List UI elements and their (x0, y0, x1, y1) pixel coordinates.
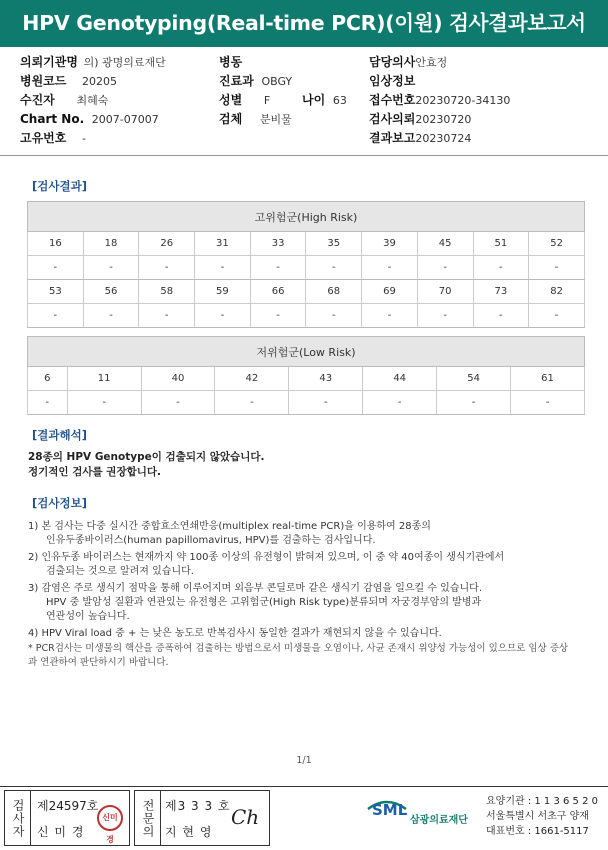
info-row (20, 111, 159, 128)
note-line: HPV 중 발암성 질환과 연관있는 유전형은 고위험군(High Risk type)분류되며 자궁경부암의 발병과 (46, 597, 482, 608)
genotype-cell: 59 (195, 280, 251, 304)
genotype-cell: 33 (250, 232, 306, 256)
info-label: 검체 (219, 112, 243, 126)
genotype-result-cell: - (28, 391, 68, 415)
genotype-result-cell: - (437, 391, 511, 415)
note-line: 3) 감염은 주로 생식기 점막을 통해 이루어지며 외음부 콘딜로마 같은 생식기 감염을 일으킬 수 있습니다. (28, 583, 483, 594)
genotype-cell: 6 (28, 367, 68, 391)
info-row (369, 54, 447, 71)
org-line: 요양기관 : 1 1 3 6 5 2 0 (486, 796, 598, 807)
low-risk-results-row (28, 391, 585, 415)
genotype-cell: 31 (195, 232, 251, 256)
genotype-result-cell: - (83, 304, 139, 328)
test-info-section-title: [검사정보] (32, 496, 87, 510)
genotype-cell: 40 (141, 367, 215, 391)
note-line: 연관성이 높습니다. (46, 611, 130, 622)
genotype-cell: 42 (215, 367, 289, 391)
genotype-result-cell: - (195, 304, 251, 328)
genotype-result-cell: - (362, 256, 418, 280)
genotype-cell: 18 (83, 232, 139, 256)
divider (0, 155, 608, 156)
info-value: OBGY (261, 75, 293, 88)
info-value: 의) 광명의료재단 (83, 56, 166, 69)
org-line: 대표번호 : 1661-5117 (486, 826, 589, 837)
genotype-cell: 52 (529, 232, 585, 256)
genotype-result-cell: - (250, 304, 306, 328)
genotype-result-cell: - (417, 256, 473, 280)
genotype-cell: 82 (529, 280, 585, 304)
genotype-cell: 39 (362, 232, 418, 256)
info-label: 수진자 (20, 93, 55, 107)
note-line: 2) 인유두종 바이러스는 현재까지 약 100종 이상의 유전형이 밝혀져 있으며, 이 중 약 40여종이 생식기관에서 (28, 552, 505, 563)
info-label: 나이 (302, 93, 326, 107)
info-row (369, 73, 415, 90)
info-row (219, 54, 242, 71)
genotype-result-cell: - (529, 304, 585, 328)
genotype-cell: 69 (362, 280, 418, 304)
info-label: 검사의뢰 (369, 112, 416, 126)
genotype-cell: 26 (139, 232, 195, 256)
info-row (219, 73, 292, 90)
genotype-cell: 68 (306, 280, 362, 304)
report-footer (0, 786, 608, 850)
info-value: 2007-07007 (91, 113, 159, 126)
info-row (369, 92, 510, 109)
org-line: 서울특별시 서초구 양재 (486, 811, 589, 822)
genotype-result-cell: - (83, 256, 139, 280)
info-value: - (82, 132, 87, 145)
note-line: 1) 본 검사는 다중 실시간 중합효소연쇄반응(multiplex real-time PCR)을 이용하여 28종의 (28, 521, 431, 532)
sml-logo (362, 795, 480, 835)
approver-license-no: 제3 3 3 호 (165, 799, 231, 813)
genotype-cell: 35 (306, 232, 362, 256)
org-info (486, 794, 598, 839)
genotype-result-cell: - (511, 391, 585, 415)
genotype-cell: 58 (139, 280, 195, 304)
note-line: 4) HPV Viral load 중 + 는 낮은 농도로 반복검사시 동일한 결과가 재현되지 않을 수 있습니다. (28, 628, 442, 639)
info-row (20, 130, 86, 147)
info-label: 접수번호 (369, 93, 416, 107)
genotype-result-cell: - (28, 304, 84, 328)
info-label: 고유번호 (20, 131, 67, 145)
info-value: 20230724 (415, 132, 472, 145)
note-line: 인유두종바이러스(human papillomavirus, HPV)를 검출하는 검사입니다. (46, 535, 376, 546)
genotype-result-cell: - (215, 391, 289, 415)
info-label: 담당의사 (369, 55, 416, 69)
genotype-result-cell: - (28, 256, 84, 280)
info-value: 20205 (82, 75, 118, 88)
logo-sml-text: SML (372, 801, 408, 819)
info-row (369, 130, 471, 147)
high-risk-title: 고위험군(High Risk) (28, 202, 585, 232)
genotype-result-cell: - (473, 256, 529, 280)
genotype-result-cell: - (362, 304, 418, 328)
info-row (20, 54, 166, 71)
genotype-cell: 45 (417, 232, 473, 256)
genotype-result-cell: - (306, 304, 362, 328)
low-risk-title: 저위험군(Low Risk) (28, 337, 585, 367)
low-risk-types-row (28, 367, 585, 391)
logo-org-name: 삼광의료재단 (410, 815, 468, 826)
genotype-result-cell: - (67, 391, 141, 415)
info-value: 최혜숙 (76, 94, 109, 107)
info-value: 안효정 (415, 56, 448, 69)
info-value: 20230720-34130 (415, 94, 511, 107)
genotype-result-cell: - (306, 256, 362, 280)
genotype-cell: 70 (417, 280, 473, 304)
genotype-cell: 16 (28, 232, 84, 256)
info-label: 임상정보 (369, 74, 416, 88)
genotype-cell: 11 (67, 367, 141, 391)
info-value: 20230720 (415, 113, 472, 126)
info-value: 63 (332, 94, 347, 107)
genotype-cell: 51 (473, 232, 529, 256)
interpretation-section-title: [결과해석] (32, 428, 87, 442)
info-value: F (263, 94, 271, 107)
info-value: 분비물 (259, 113, 292, 126)
info-label: 결과보고 (369, 131, 416, 145)
high-risk-types-row-1 (28, 232, 585, 256)
approver-label: 전문의 (135, 791, 161, 845)
info-label: 병원코드 (20, 74, 67, 88)
genotype-result-cell: - (417, 304, 473, 328)
test-info-notes (28, 520, 568, 644)
interpretation-line: 정기적인 검사를 권장합니다. (28, 466, 162, 478)
info-label: 의뢰기관명 (20, 55, 78, 69)
disclaimer-note: * PCR검사는 미생물의 핵산을 증폭하여 검출하는 방법으로서 미생물을 오염이나, 사균 존재시 위양성 가능성이 있으므로 임상 증상과 연관하여 판단하시기 바랍니다. (28, 643, 569, 668)
genotype-cell: 54 (437, 367, 511, 391)
tester-name: 신 미 경 (37, 825, 85, 839)
info-row (20, 73, 117, 90)
genotype-result-cell: - (473, 304, 529, 328)
high-risk-types-row-2 (28, 280, 585, 304)
genotype-cell: 44 (363, 367, 437, 391)
info-label: 성별 (219, 93, 243, 107)
info-row (219, 92, 270, 109)
info-label: 진료과 (219, 74, 254, 88)
genotype-cell: 61 (511, 367, 585, 391)
genotype-cell: 43 (289, 367, 363, 391)
info-row (219, 111, 292, 128)
genotype-result-cell: - (139, 304, 195, 328)
low-risk-table (27, 336, 585, 415)
genotype-result-cell: - (250, 256, 306, 280)
info-row (369, 111, 471, 128)
genotype-result-cell: - (289, 391, 363, 415)
report-title: HPV Genotyping(Real-time PCR)(이원) 검사결과보고서 (0, 0, 608, 47)
tester-license-no: 제24597호 (37, 799, 99, 813)
approver-signature: Ch (231, 805, 260, 829)
genotype-cell: 66 (250, 280, 306, 304)
genotype-result-cell: - (141, 391, 215, 415)
info-label: Chart No. (20, 112, 85, 126)
genotype-result-cell: - (139, 256, 195, 280)
page-number: 1/1 (296, 755, 312, 766)
genotype-result-cell: - (195, 256, 251, 280)
interpretation-text (28, 450, 264, 480)
high-risk-table (27, 201, 585, 328)
genotype-cell: 53 (28, 280, 84, 304)
tester-seal-stamp: 신미경 (97, 805, 123, 831)
info-row (302, 92, 347, 109)
results-section-title: [검사결과] (32, 179, 87, 193)
approver-signature-box (134, 790, 270, 846)
high-risk-results-row-2 (28, 304, 585, 328)
approver-name: 지 현 영 (165, 825, 213, 839)
genotype-result-cell: - (529, 256, 585, 280)
genotype-cell: 73 (473, 280, 529, 304)
tester-label: 검사자 (5, 791, 31, 845)
note-line: 검출되는 것으로 알려져 있습니다. (46, 566, 194, 577)
tester-signature-box (4, 790, 130, 846)
genotype-cell: 56 (83, 280, 139, 304)
info-label: 병동 (219, 55, 243, 69)
info-row (20, 92, 108, 109)
interpretation-line: 28종의 HPV Genotype이 검출되지 않았습니다. (28, 451, 265, 463)
genotype-result-cell: - (363, 391, 437, 415)
high-risk-results-row-1 (28, 256, 585, 280)
